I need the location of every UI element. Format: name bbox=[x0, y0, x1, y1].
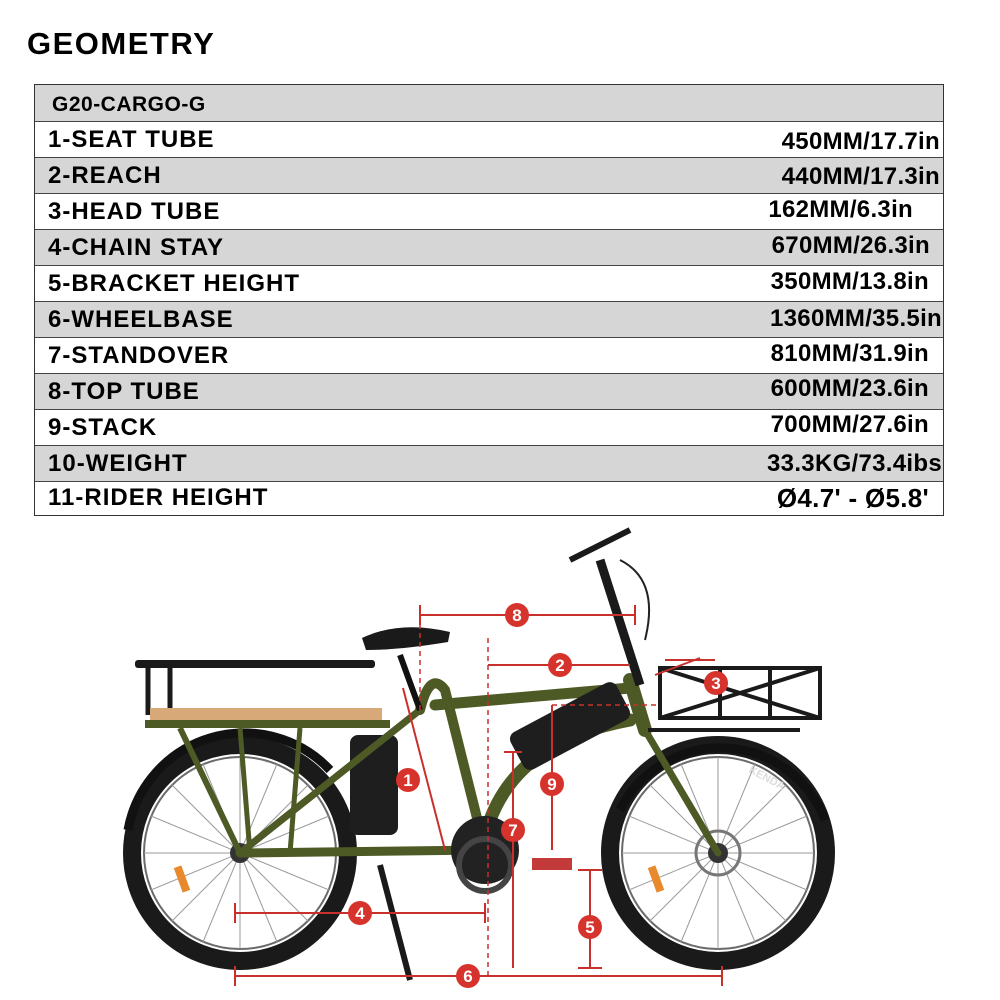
row-value: 450MM/17.7in bbox=[781, 128, 940, 155]
row-value: 33.3KG/73.4ibs bbox=[767, 450, 942, 477]
table-row bbox=[35, 122, 943, 158]
geometry-table bbox=[34, 84, 944, 516]
marker-7-label: 7 bbox=[508, 821, 518, 840]
row-label: 2-REACH bbox=[48, 162, 162, 189]
front-basket bbox=[648, 668, 820, 730]
row-value: 700MM/27.6in bbox=[770, 411, 929, 438]
marker-3 bbox=[704, 671, 728, 695]
marker-3-label: 3 bbox=[711, 674, 721, 693]
marker-2 bbox=[548, 653, 572, 677]
marker-6-label: 6 bbox=[463, 967, 473, 986]
table-row bbox=[35, 158, 943, 194]
page-title: GEOMETRY bbox=[27, 26, 216, 61]
kickstand bbox=[380, 865, 410, 980]
marker-4 bbox=[348, 901, 372, 925]
row-label: 6-WHEELBASE bbox=[48, 306, 234, 333]
marker-1-label: 1 bbox=[403, 771, 413, 790]
pedal bbox=[532, 858, 572, 870]
table-row bbox=[35, 374, 943, 410]
row-value: 600MM/23.6in bbox=[770, 375, 929, 402]
marker-2-label: 2 bbox=[555, 656, 565, 675]
table-row bbox=[35, 266, 943, 302]
bike-geometry-diagram bbox=[100, 520, 960, 1000]
table-row bbox=[35, 338, 943, 374]
row-label: 8-TOP TUBE bbox=[48, 378, 200, 405]
row-label: 3-HEAD TUBE bbox=[48, 198, 221, 225]
row-value: 810MM/31.9in bbox=[770, 340, 929, 367]
table-row bbox=[35, 482, 943, 516]
marker-8-label: 8 bbox=[512, 606, 522, 625]
row-label: 7-STANDOVER bbox=[48, 342, 230, 369]
tire-brand-text: KENDA bbox=[746, 764, 787, 794]
table-row bbox=[35, 194, 943, 230]
table-row bbox=[35, 230, 943, 266]
marker-5-label: 5 bbox=[585, 918, 595, 937]
table-row bbox=[35, 446, 943, 482]
bike-illustration bbox=[100, 520, 960, 1000]
marker-1 bbox=[396, 768, 420, 792]
handlebar bbox=[570, 530, 649, 685]
row-label: 11-RIDER HEIGHT bbox=[48, 484, 269, 511]
row-value: 162MM/6.3in bbox=[768, 196, 913, 223]
row-label: 10-WEIGHT bbox=[48, 450, 188, 477]
marker-5 bbox=[578, 915, 602, 939]
row-value: 350MM/13.8in bbox=[770, 268, 929, 295]
table-header-row bbox=[35, 85, 943, 122]
marker-6 bbox=[456, 964, 480, 988]
row-value: 670MM/26.3in bbox=[771, 232, 930, 259]
table-row bbox=[35, 302, 943, 338]
table-row bbox=[35, 410, 943, 446]
row-label: 5-BRACKET HEIGHT bbox=[48, 270, 301, 297]
row-label: 1-SEAT TUBE bbox=[48, 126, 215, 153]
marker-9 bbox=[540, 772, 564, 796]
row-value: 1360MM/35.5in bbox=[770, 305, 942, 332]
marker-9-label: 9 bbox=[547, 775, 557, 794]
marker-8 bbox=[505, 603, 529, 627]
row-value: Ø4.7' - Ø5.8' bbox=[776, 483, 929, 513]
marker-7 bbox=[501, 818, 525, 842]
model-name: G20-CARGO-G bbox=[52, 93, 206, 116]
marker-4-label: 4 bbox=[355, 904, 365, 923]
row-value: 440MM/17.3in bbox=[781, 163, 940, 190]
row-label: 9-STACK bbox=[48, 414, 158, 441]
row-label: 4-CHAIN STAY bbox=[48, 234, 225, 261]
